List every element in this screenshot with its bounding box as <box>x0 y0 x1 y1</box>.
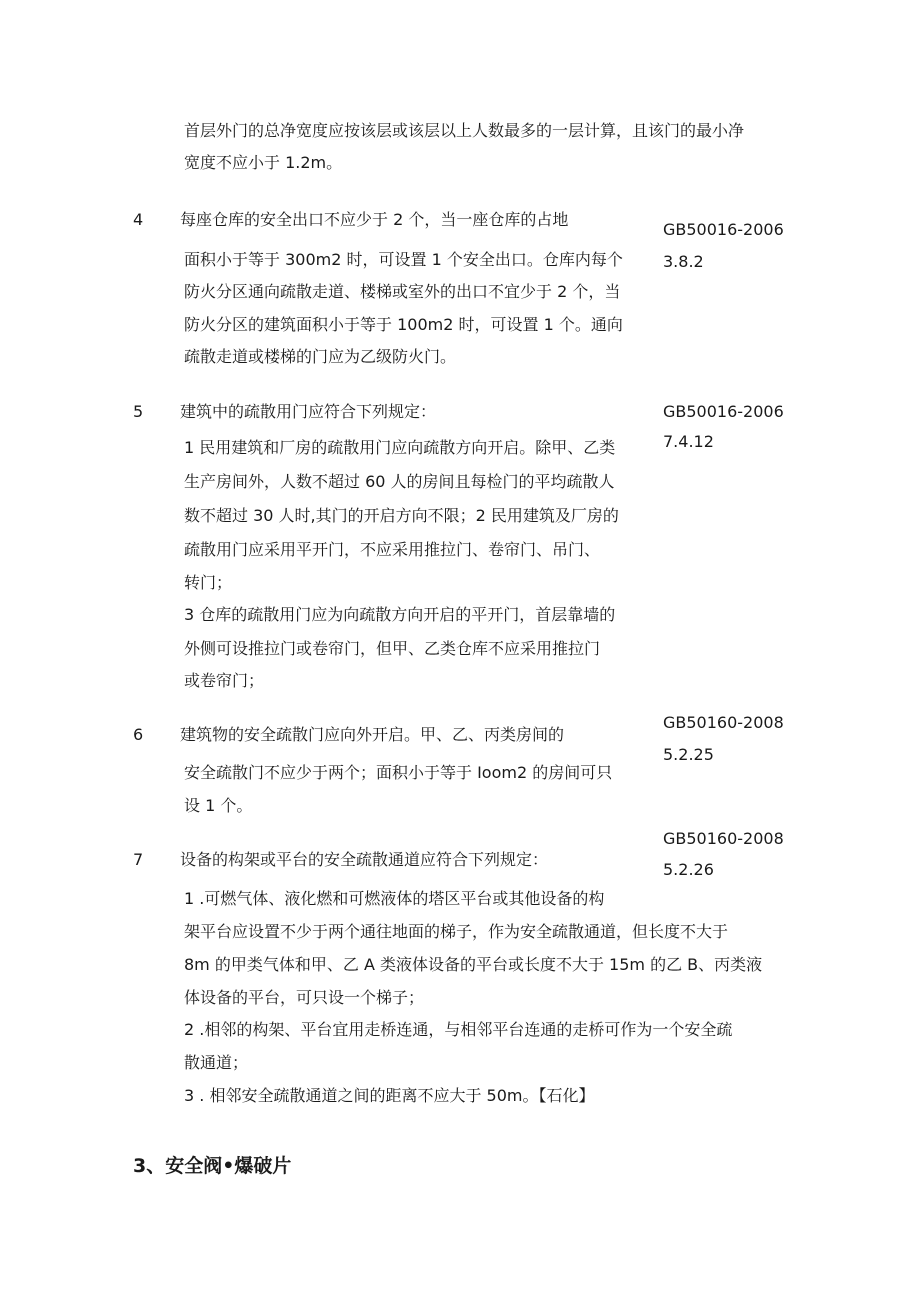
item-text-line: 散通道； <box>184 1053 249 1072</box>
item-ref-code: GB50160-2008 <box>663 713 784 732</box>
item-ref-code: GB50160-2008 <box>663 829 784 848</box>
intro-line-2: 宽度不应小于 1.2m。 <box>184 153 343 172</box>
item-text-line: 转门； <box>184 573 233 592</box>
item-text-line: 设备的构架或平台的安全疏散通道应符合下列规定： <box>180 850 549 869</box>
item-ref-clause: 7.4.12 <box>663 432 714 451</box>
item-text-line: 架平台应设置不少于两个通往地面的梯子，作为安全疏散通道，但长度不大于 <box>184 922 729 941</box>
item-text-line: 疏散走道或楼梯的门应为乙级防火门。 <box>184 347 457 366</box>
intro-line-1: 首层外门的总净宽度应按该层或该层以上人数最多的一层计算，且该门的最小净 <box>184 121 745 140</box>
item-ref-clause: 5.2.25 <box>663 745 714 764</box>
item-ref-code: GB50016-2006 <box>663 220 784 239</box>
item-text-line: 2 .相邻的构架、平台宜用走桥连通，与相邻平台连通的走桥可作为一个安全疏 <box>184 1020 733 1039</box>
item-number: 5 <box>133 402 144 421</box>
item-ref-clause: 3.8.2 <box>663 252 704 271</box>
item-text-line: 防火分区通向疏散走道、楼梯或室外的出口不宜少于 2 个，当 <box>184 282 621 301</box>
section-heading: 3、安全阀•爆破片 <box>133 1155 292 1177</box>
item-text-line: 1 民用建筑和厂房的疏散用门应向疏散方向开启。除甲、乙类 <box>184 438 616 457</box>
item-text-line: 外侧可设推拉门或卷帘门，但甲、乙类仓库不应采用推拉门 <box>184 639 601 658</box>
item-text-line: 3 . 相邻安全疏散通道之间的距离不应大于 50m。【石化】 <box>184 1086 595 1105</box>
item-text-line: 建筑物的安全疏散门应向外开启。甲、乙、丙类房间的 <box>180 725 565 744</box>
item-text-line: 或卷帘门； <box>184 671 265 690</box>
item-text-line: 设 1 个。 <box>184 796 253 815</box>
item-text-line: 疏散用门应采用平开门，不应采用推拉门、卷帘门、吊门、 <box>184 540 601 559</box>
item-ref-code: GB50016-2006 <box>663 402 784 421</box>
item-text-line: 安全疏散门不应少于两个；面积小于等于 Ioom2 的房间可只 <box>184 763 613 782</box>
item-text-line: 1 .可燃气体、液化燃和可燃液体的塔区平台或其他设备的构 <box>184 889 605 908</box>
item-text-line: 3 仓库的疏散用门应为向疏散方向开启的平开门，首层靠墙的 <box>184 605 616 624</box>
item-text-line: 体设备的平台，可只设一个梯子； <box>184 988 425 1007</box>
item-text-line: 面积小于等于 300m2 时，可设置 1 个安全出口。仓库内每个 <box>184 250 623 269</box>
item-number: 4 <box>133 210 144 229</box>
item-number: 6 <box>133 725 144 744</box>
item-text-line: 防火分区的建筑面积小于等于 100m2 时，可设置 1 个。通向 <box>184 315 623 334</box>
item-number: 7 <box>133 850 144 869</box>
item-text-line: 8m 的甲类气体和甲、乙 A 类液体设备的平台或长度不大于 15m 的乙 B、丙类液 <box>184 955 763 974</box>
item-text-line: 每座仓库的安全出口不应少于 2 个，当一座仓库的占地 <box>180 210 569 229</box>
item-text-line: 生产房间外，人数不超过 60 人的房间且每检门的平均疏散人 <box>184 472 615 491</box>
item-text-line: 建筑中的疏散用门应符合下列规定： <box>180 402 437 421</box>
item-ref-clause: 5.2.26 <box>663 860 714 879</box>
item-text-line: 数不超过 30 人时,其门的开启方向不限；2 民用建筑及厂房的 <box>184 506 619 525</box>
